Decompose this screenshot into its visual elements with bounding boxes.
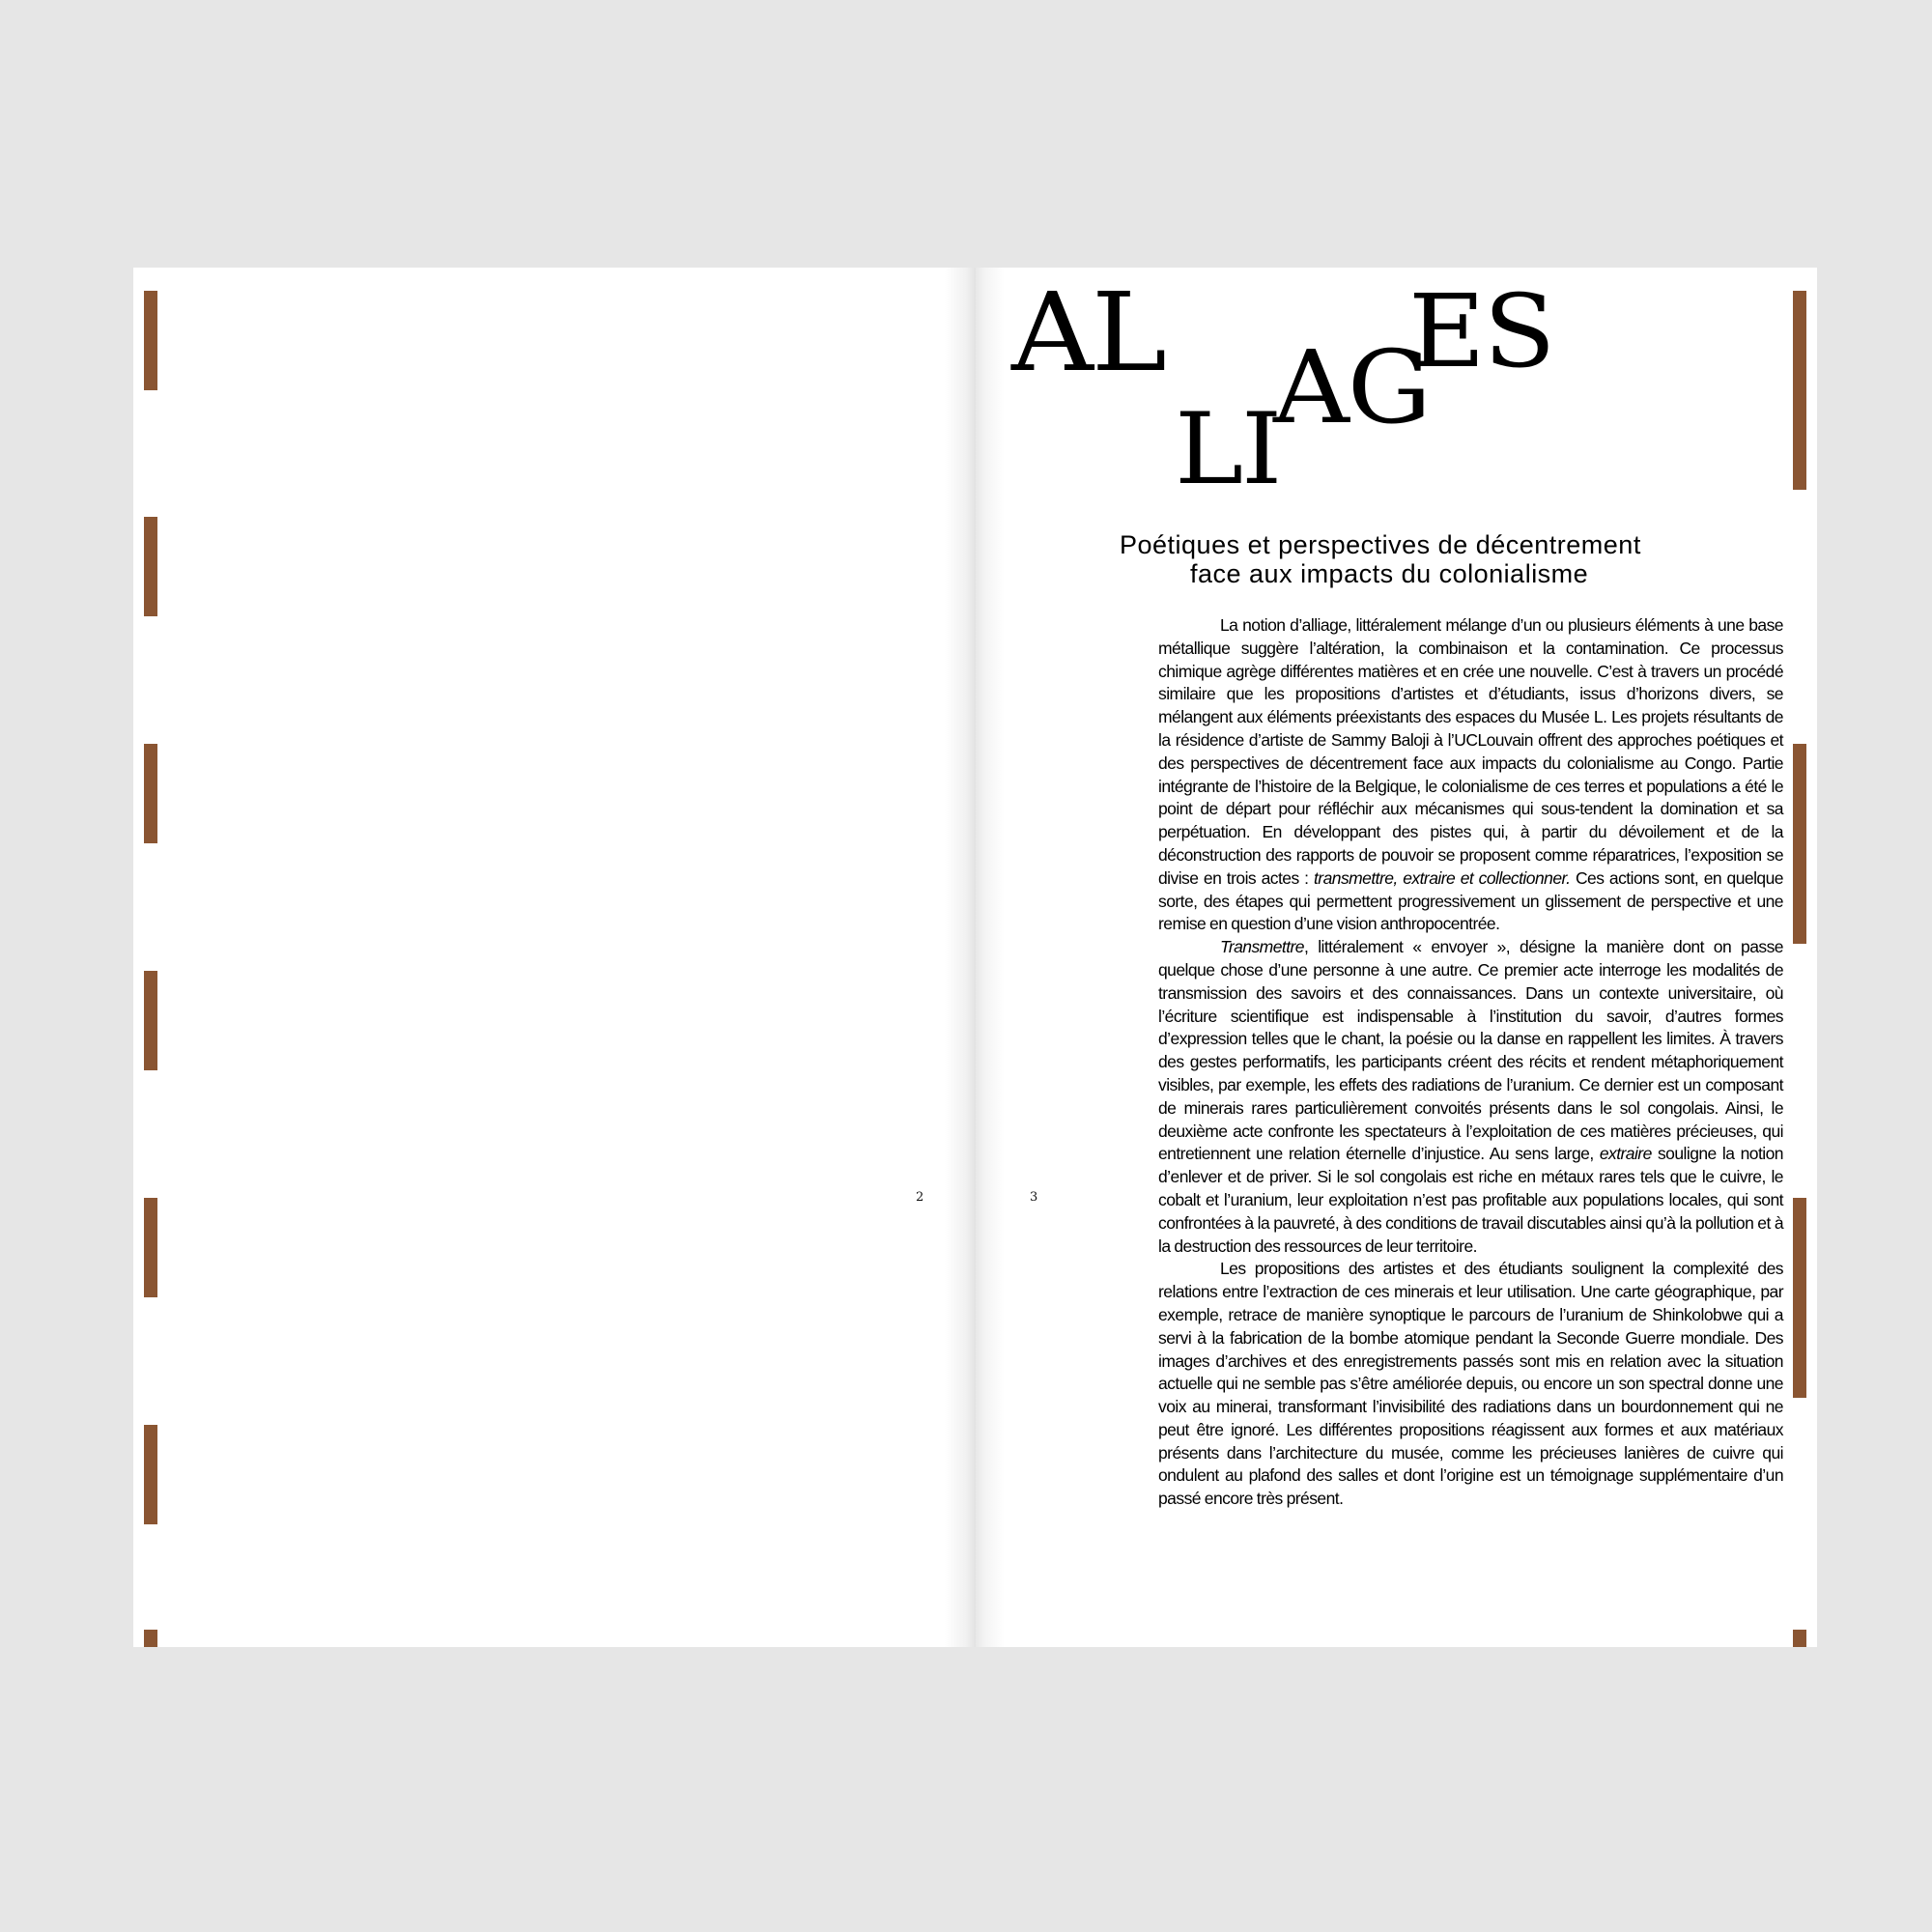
- right-page: [976, 268, 1817, 1647]
- subtitle-line: Poétiques et perspectives de décentrement: [1120, 530, 1641, 559]
- margin-mark: [144, 971, 157, 1070]
- paragraph: [1158, 1258, 1783, 1511]
- page-number-right: 3: [1030, 1190, 1038, 1205]
- margin-mark: [1793, 1198, 1806, 1398]
- page-number-left: 2: [916, 1190, 924, 1205]
- paragraph-text: Les propositions des artistes et des étudiants soulignent la complexité des relations entre l’extraction de ces minerais et leur utilisation. Une carte géographique, par exemple, retrace de manière synoptique le parcours de l’uranium de Shinkolobwe qui a servi à la fabrication de la bombe atomique pendant la Seconde Guerre mondiale. Des images d’archives et des enregistrements passés sont mis en relation avec la situation actuelle qui ne semble pas s’être améliorée depuis, ou encore un son spectral donne une voix au minerai, transformant l’invisibilité des radiations dans un bourdonnement qui ne peut être ignoré. Les différentes propositions réagissent aux formes et aux matériaux présents dans l’architecture du musée, comme les précieuses lanières de cuivre qui ondulent au plafond des salles et dont l’origine est un témoignage supplémentaire d’un passé encore très présent.: [1158, 1259, 1783, 1509]
- book-spread: [133, 268, 1817, 1647]
- margin-mark: [144, 1425, 157, 1524]
- subtitle-line: face aux impacts du colonialisme: [1190, 559, 1589, 588]
- page-title: [976, 268, 1817, 519]
- margin-mark: [144, 1198, 157, 1297]
- paragraph-text: souligne la notion d’enlever et de priver. Si le sol congolais est riche en métaux rares tels que le cuivre, le cobalt et l’uranium, leur exploitation n’est pas profitable aux populations locales, qui sont confrontées à la pauvreté, à des conditions de travail discutables ainsi qu’à la pollution et à la destruction des ressources de leur territoire.: [1158, 1144, 1783, 1256]
- title-fragment: AG: [1273, 328, 1430, 446]
- paragraph: [1158, 936, 1783, 1258]
- margin-mark: [144, 517, 157, 616]
- paragraph-emphasis: Transmettre: [1220, 937, 1304, 957]
- paragraph: [1158, 614, 1783, 936]
- paragraph-emphasis: extraire: [1599, 1144, 1652, 1164]
- paragraph-text: , littéralement « envoyer », désigne la manière dont on passe quelque chose d’une personne à une autre. Ce premier acte interroge les modalités de transmission des savoirs et des connaissances. Dans un contexte universitaire, où l’écriture scientifique est indispensable à l’institution du savoir, d’autres formes d’expression telles que le chant, la poésie ou la danse en rappellent les limites. À travers des gestes performatifs, les participants créent des récits et rendent métaphoriquement visibles, par exemple, les effets des radiations de l’uranium. Ce dernier est un composant de minerais rares particulièrement convoités présents dans le sol congolais. Ainsi, le deuxième acte confronte les spectateurs à l’exploitation de ces matières précieuses, qui entretiennent une relation éternelle d’injustice. Au sens large,: [1158, 937, 1783, 1164]
- left-page: [133, 268, 976, 1647]
- margin-mark: [1793, 744, 1806, 944]
- title-fragment: ES: [1408, 272, 1554, 390]
- margin-mark: [1793, 1630, 1806, 1647]
- body-text: [1158, 614, 1783, 1511]
- paragraph-text: Ces actions sont, en quelque sorte, des étapes qui permettent progressivement un glissement de perspective et une remise en question d’une vision anthropocentrée.: [1158, 867, 1783, 934]
- title-fragment: AL: [1011, 270, 1165, 396]
- margin-mark: [144, 291, 157, 390]
- paragraph-text: La notion d’alliage, littéralement mélange d’un ou plusieurs éléments à une base métallique suggère l’altération, la combinaison et la contamination. Ce processus chimique agrège différentes matières et en crée une nouvelle. C’est à travers un procédé similaire que les propositions d’artistes et d’étudiants, issus d’horizons divers, se mélangent aux éléments préexistants des espaces du Musée L. Les projets résultants de la résidence d’artiste de Sammy Baloji à l’UCLouvain offrent des approches poétiques et des perspectives de décentrement face aux impacts du colonialisme au Congo. Partie intégrante de l’histoire de la Belgique, le colonialisme de ces terres et populations a été le point de départ pour réfléchir aux mécanismes qui sous-tendent la domination et sa perpétuation. En développant des pistes qui, à partir du dévoilement et de la déconstruction des rapports de pouvoir se proposent comme réparatrices, l’exposition se divise en trois actes :: [1158, 615, 1783, 888]
- margin-mark: [144, 744, 157, 843]
- paragraph-emphasis: transmettre, extraire et collectionner.: [1313, 867, 1571, 888]
- margin-mark: [144, 1630, 157, 1647]
- title-fragment: LI: [1175, 392, 1281, 507]
